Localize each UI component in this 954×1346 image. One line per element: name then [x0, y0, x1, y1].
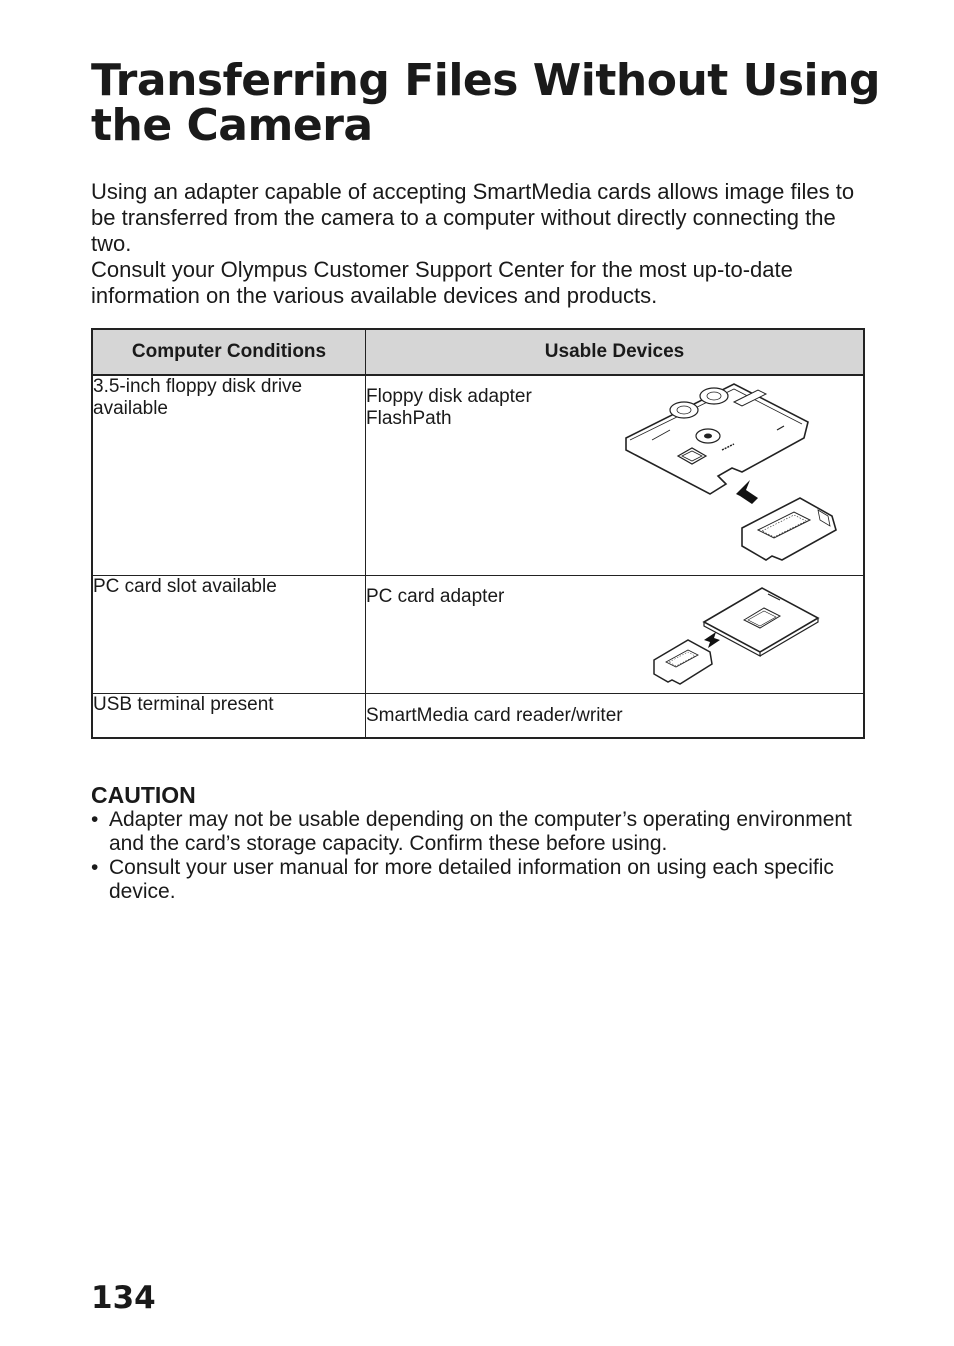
bullet-icon: • [91, 856, 99, 879]
header-computer-conditions: Computer Conditions [92, 329, 366, 375]
devices-cell [366, 375, 865, 576]
devices-cell [366, 694, 865, 739]
caution-heading: CAUTION [91, 782, 196, 808]
pc-card-adapter-illustration [648, 580, 824, 690]
caution-section [91, 782, 871, 904]
table-row [92, 576, 864, 694]
caution-item [91, 856, 871, 904]
header-usable-devices: Usable Devices [366, 329, 865, 375]
caution-item-text: Adapter may not be usable depending on the computer’s operating environment and the card’s storage capacity. Confirm these before using. [109, 808, 852, 855]
table-row [92, 375, 864, 576]
device-label: SmartMedia card reader/writer [366, 704, 623, 726]
bullet-icon: • [91, 808, 99, 831]
table-header-row [92, 329, 864, 375]
device-label: FlashPath [366, 408, 452, 429]
devices-cell [366, 576, 865, 694]
caution-item [91, 808, 871, 856]
condition-cell: 3.5-inch floppy disk drive available [92, 375, 366, 576]
intro-paragraph-2: Consult your Olympus Customer Support Center for the most up-to-date information on the various available devices and products. [91, 257, 793, 308]
intro-paragraph-1: Using an adapter capable of accepting SmartMedia cards allows image files to be transferred from the camera to a computer without directly connecting the two. [91, 179, 855, 256]
page-number: 134 [91, 1280, 156, 1316]
title-line-1: Transferring Files Without Using [91, 55, 880, 106]
device-label: Floppy disk adapter [366, 386, 532, 407]
caution-list [91, 808, 871, 904]
devices-table [91, 328, 865, 739]
page-title [91, 55, 891, 151]
device-label: PC card adapter [366, 586, 505, 607]
floppy-adapter-illustration [622, 380, 847, 572]
condition-cell: PC card slot available [92, 576, 366, 694]
title-line-2: the Camera [91, 100, 373, 151]
intro-text [91, 179, 871, 309]
table-row [92, 694, 864, 739]
condition-cell: USB terminal present [92, 694, 366, 739]
caution-item-text: Consult your user manual for more detailed information on using each specific device. [109, 856, 834, 903]
